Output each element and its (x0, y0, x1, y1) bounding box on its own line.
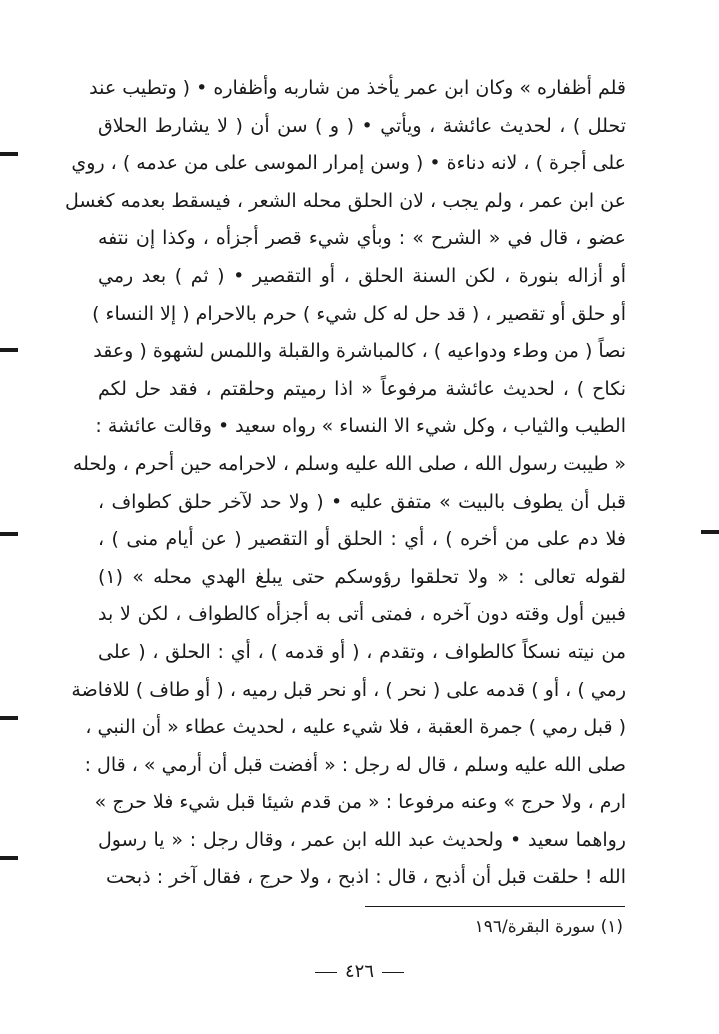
text-line: فبين أول وقته دون آخره ، فمتى أتى به أجزأه كالطواف ، لكن لا بد (98, 603, 626, 626)
text-line: قبل أن يطوف بالبيت » متفق عليه • ( ولا حد لآخر حلق كطواف ، (98, 490, 626, 513)
text-line: ( قبل رمي ) جمرة العقبة ، فلا شيء عليه ، لحديث عطاء « أن النبي ، (85, 716, 626, 739)
text-line: صلى الله عليه وسلم ، قال له رجل : « أفضت قبل أن أرمي » ، قال : (84, 753, 626, 776)
scan-edge-mark (0, 532, 18, 536)
text-line: نصاً ( من وطء ودواعيه ) ، كالمباشرة والقبلة واللمس لشهوة ( وعقد (93, 340, 626, 363)
text-line: الطيب والثياب ، وكل شيء الا النساء » رواه سعيد • وقالت عائشة : (95, 415, 626, 438)
text-line: « طيبت رسول الله ، صلى الله عليه وسلم ، لاحرامه حين أحرم ، ولحله (72, 452, 626, 475)
scan-edge-mark (0, 716, 18, 720)
text-line: من نيته نسكاً كالطواف ، وتقدم ، ( أو قدمه ) ، أي : الحلق ، ( على (98, 640, 626, 663)
text-line: تحلل ) ، لحديث عائشة ، ويأتي • ( و ) سن أن ( لا يشارط الحلاق (98, 114, 626, 137)
text-line: على أجرة ) ، لانه دناءة • ( وسن إمرار الموسى على من عدمه ) ، روي (71, 152, 626, 175)
dash-left (382, 972, 404, 973)
text-line: عن ابن عمر ، ولم يجب ، لان الحلق محله الشعر ، فيسقط بعدمه كغسل (64, 189, 626, 212)
text-line: فلا دم على من أخره ) ، أي : الحلق أو التقصير ( عن أيام منى ) ، (98, 528, 626, 551)
dash-right (315, 972, 337, 973)
scan-edge-mark (0, 856, 18, 860)
text-line: أو حلق أو تقصير ، ( قد حل له كل شيء ) حرم بالاحرام ( إلا النساء ) (92, 302, 626, 325)
text-line: أو أزاله بنورة ، لكن السنة الحلق ، أو التقصير • ( ثم ) بعد رمي (98, 264, 626, 287)
text-line: رمي ) ، أو ) قدمه على ( نحر ) ، أو نحر قبل رميه ، ( أو طاف ) للافاضة (71, 678, 626, 701)
main-text-block (64, 70, 626, 897)
text-line: عضو ، قال في « الشرح » : وبأي شيء قصر أجزأه ، وكذا إن نتفه (98, 227, 626, 250)
text-line: رواهما سعيد • ولحديث عبد الله ابن عمر ، وقال رجل : « يا رسول (98, 828, 626, 851)
scan-edge-mark (0, 152, 18, 156)
footnote: (١) سورة البقرة/١٩٦ (474, 917, 623, 937)
page-number (0, 958, 719, 986)
page-number-value: ٤٢٦ (344, 961, 374, 982)
text-line: الله ! حلقت قبل أن أذبح ، قال : اذبح ، ولا حرج ، فقال آخر : ذبحت (105, 866, 626, 889)
text-line: ارم ، ولا حرج » وعنه مرفوعا : « من قدم شيئا قبل شيء فلا حرج » (94, 791, 626, 814)
footnote-divider (365, 906, 625, 907)
text-line: قلم أظفاره » وكان ابن عمر يأخذ من شاربه وأظفاره • ( وتطيب عند (89, 77, 626, 99)
scan-edge-mark (701, 530, 719, 534)
text-line: لقوله تعالى : « ولا تحلقوا رؤوسكم حتى يبلغ الهدي محله » (١) (98, 565, 626, 588)
scan-edge-mark (0, 348, 18, 352)
text-line: نكاح ) ، لحديث عائشة مرفوعاً « اذا رميتم وحلقتم ، فقد حل لكم (98, 377, 626, 400)
